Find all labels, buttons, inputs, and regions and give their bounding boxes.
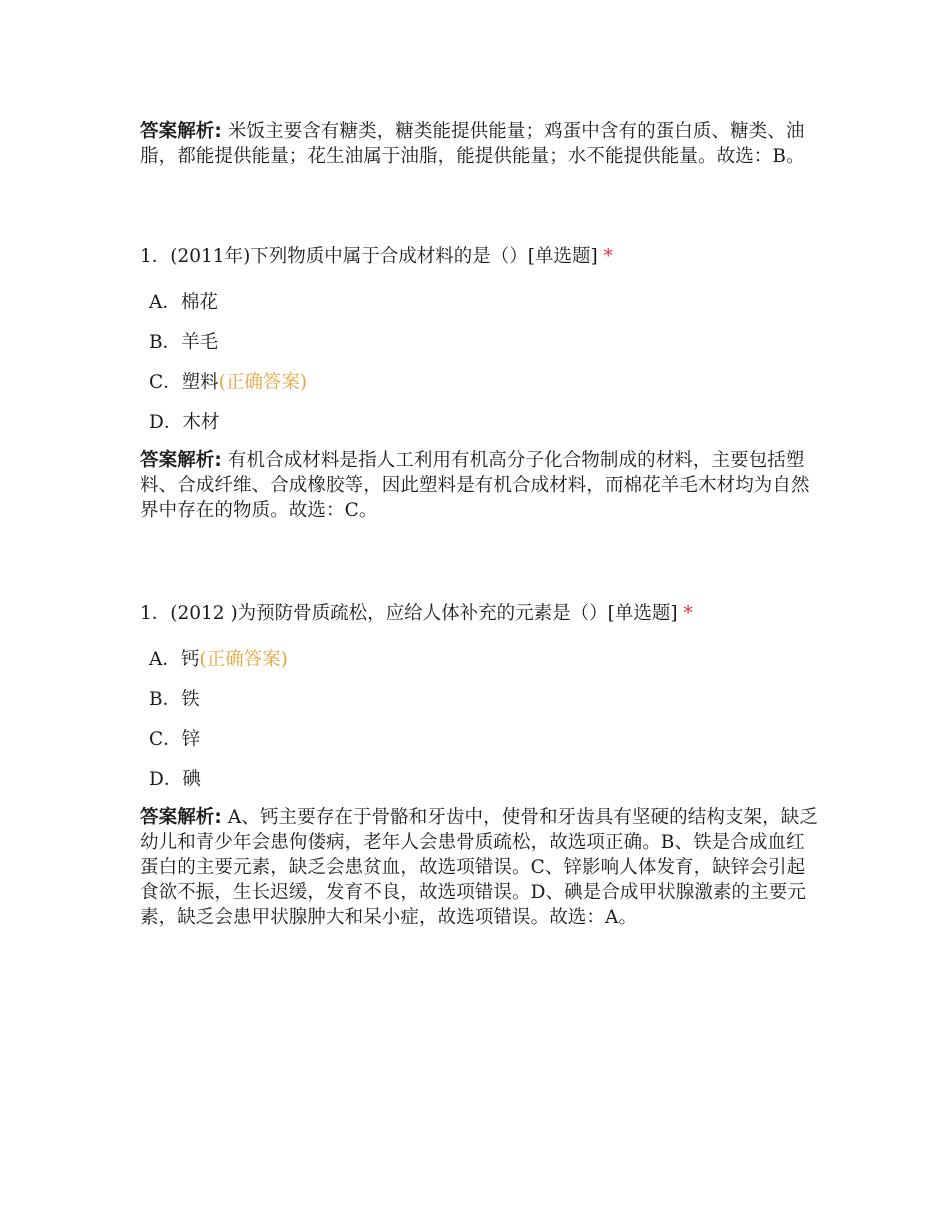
option-label: A．钙 [149,649,200,670]
option-list [140,290,820,450]
correct-answer-tag: (正确答案) [199,649,288,670]
option-label: A．棉花 [149,292,218,313]
analysis-label: 答案解析: [140,450,222,471]
option-label: B．铁 [149,689,200,710]
analysis-text: 有机合成材料是指人工利用有机高分子化合物制成的材料，主要包括塑料、合成纤维、合成橡胶等，因此塑料是有机合成材料，而棉花羊毛木材均为自然界中存在的物质。故选：C。 [140,450,810,521]
question-text: 1．(2012 )为预防骨质疏松，应给人体补充的元素是（）[单选题] [140,603,678,624]
option-d[interactable] [149,767,820,807]
correct-answer-tag: (正确答案) [218,372,308,393]
question-block-2 [140,601,820,930]
required-mark: * [683,603,693,624]
previous-answer-analysis [140,119,820,169]
option-label: C．锌 [149,729,201,750]
option-label: D．碘 [149,769,201,790]
question-block-1 [140,244,820,523]
analysis-paragraph [140,805,820,930]
option-b[interactable] [149,687,820,727]
question-title [140,601,820,627]
option-b[interactable] [149,330,820,370]
analysis-paragraph [140,119,820,169]
option-label: B．羊毛 [149,332,219,353]
option-c[interactable] [149,370,820,410]
analysis-label: 答案解析: [140,807,222,828]
question-title [140,244,820,270]
option-a[interactable] [149,647,820,687]
option-d[interactable] [149,410,820,450]
analysis-text: 米饭主要含有糖类，糖类能提供能量；鸡蛋中含有的蛋白质、糖类、油脂，都能提供能量；花生油属于油脂，能提供能量；水不能提供能量。故选：B。 [140,121,805,167]
analysis-label: 答案解析: [140,121,222,142]
required-mark: * [603,246,613,267]
option-label: C．塑料 [149,372,219,393]
option-c[interactable] [149,727,820,767]
question-text: 1．(2011年)下列物质中属于合成材料的是（）[单选题] [140,246,598,267]
option-label: D．木材 [149,412,220,433]
analysis-paragraph [140,448,820,523]
option-a[interactable] [149,290,820,330]
option-list [140,647,820,807]
analysis-text: A、钙主要存在于骨骼和牙齿中，使骨和牙齿具有坚硬的结构支架，缺乏幼儿和青少年会患佝偻病，老年人会患骨质疏松，故选项正确。B、铁是合成血红蛋白的主要元素，缺乏会患贫血，故选项错误。C、锌影响人体发育，缺锌会引起食欲不振，生长迟缓，发育不良，故选项错误。D、碘是合成甲状腺激素的主要元素，缺乏会患甲状腺肿大和呆小症，故选项错误。故选：A。 [140,807,818,928]
